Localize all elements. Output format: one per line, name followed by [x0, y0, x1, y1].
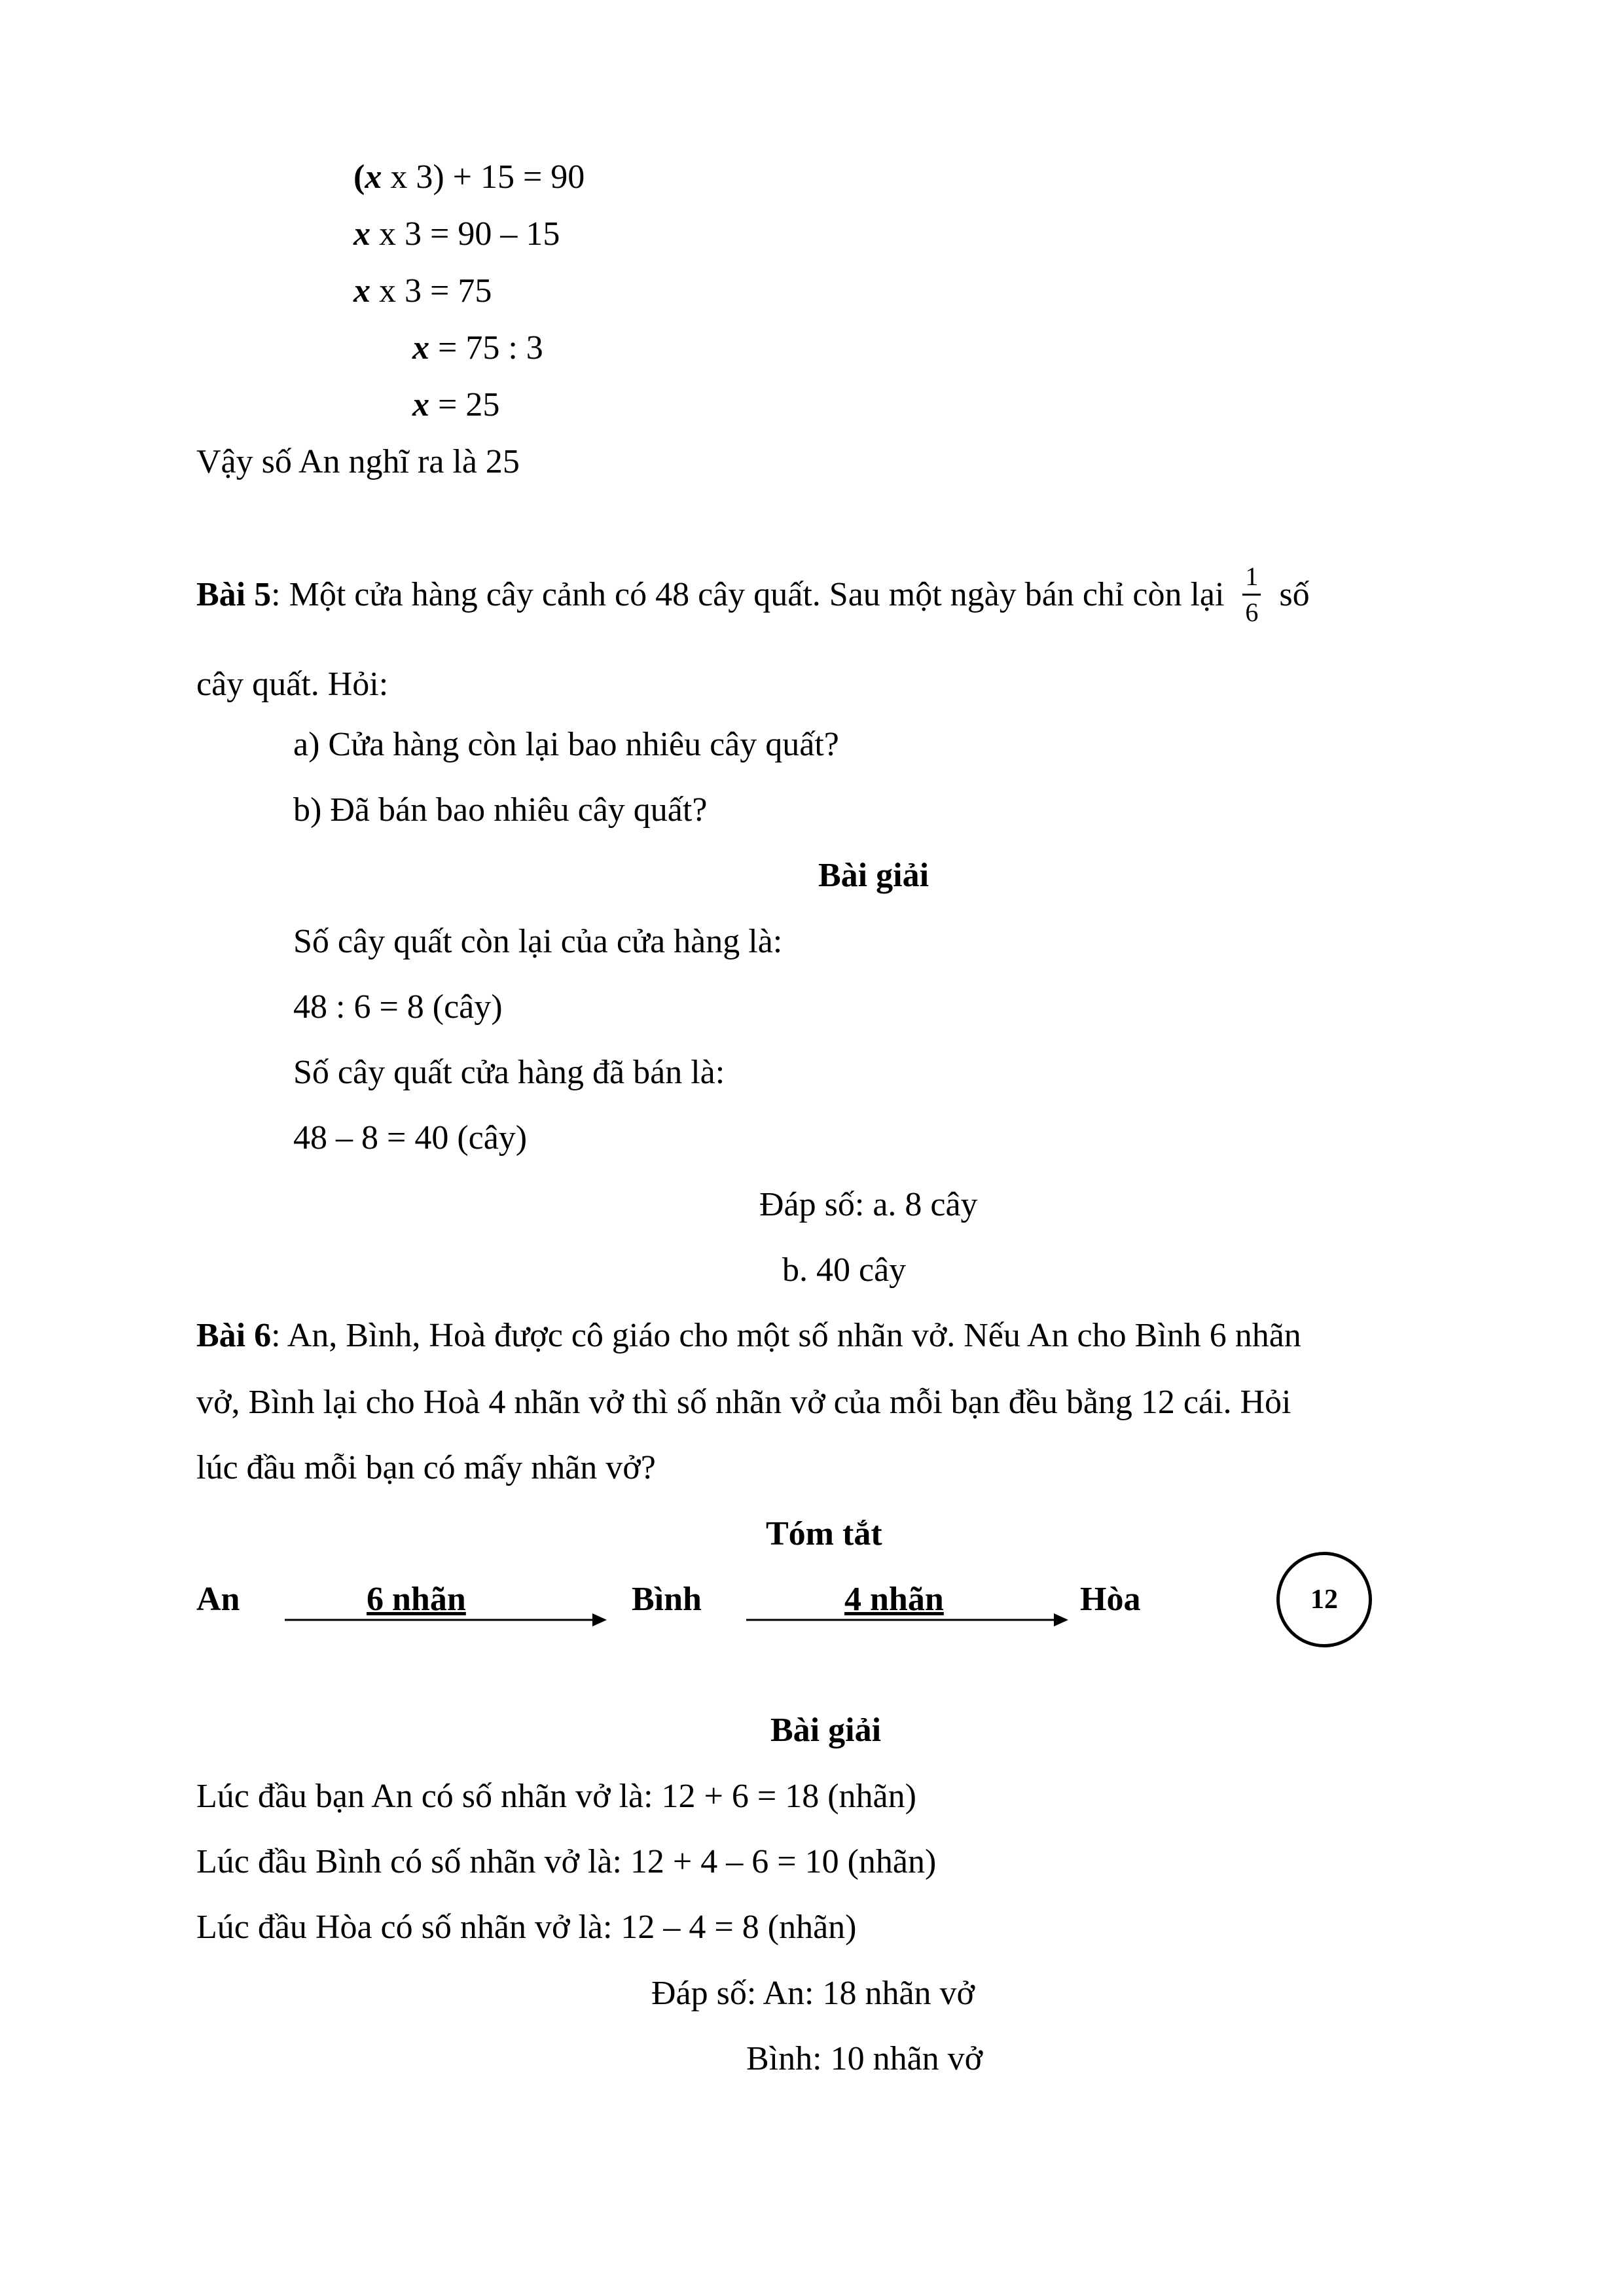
- diagram-arrow-1-label: 6 nhãn: [367, 1581, 466, 1618]
- bai6-line-1: [196, 1319, 1301, 1353]
- bai6-label: Bài 6: [196, 1317, 272, 1354]
- paren: (: [353, 158, 365, 196]
- variable-x: x: [412, 386, 429, 423]
- fraction-numerator: 1: [1242, 560, 1261, 596]
- equation-line-2: [353, 217, 560, 251]
- bai6-text: : An, Bình, Hoà được cô giáo cho một số nhãn vở. Nếu An cho Bình 6 nhãn: [271, 1317, 1301, 1354]
- bai6-solution-2: Lúc đầu Bình có số nhãn vở là: 12 + 4 – 6 = 10 (nhãn): [196, 1843, 937, 1880]
- bai5-statement: [196, 560, 1466, 630]
- bai6-solution-1: Lúc đầu bạn An có số nhãn vở là: 12 + 6 = 18 (nhãn): [196, 1778, 916, 1815]
- bai5-question-b: b) Đã bán bao nhiêu cây quất?: [293, 791, 708, 829]
- equation-line-4: [412, 331, 543, 365]
- equation-conclusion: Vậy số An nghĩ ra là 25: [196, 443, 520, 480]
- diagram-person-an: An: [196, 1581, 240, 1618]
- equation-line-1: [353, 160, 585, 194]
- bai5-text: : Một cửa hàng cây cảnh có 48 cây quất. Sau một ngày bán chỉ còn lại: [271, 575, 1225, 613]
- bai6-line-3: lúc đầu mỗi bạn có mấy nhãn vở?: [196, 1449, 656, 1486]
- arrow-right-icon: [285, 1610, 609, 1630]
- equation-text: x 3 = 90 – 15: [370, 215, 560, 253]
- bai6-answer-2: Bình: 10 nhãn vở: [746, 2040, 983, 2077]
- bai5-solution-heading: Bài giải: [818, 857, 929, 894]
- diagram-person-binh: Bình: [632, 1581, 702, 1618]
- variable-x: x: [353, 215, 370, 253]
- bai6-solution-heading: Bài giải: [770, 1712, 882, 1749]
- diagram-circle-value: 12: [1276, 1552, 1372, 1647]
- bai5-answer-2: b. 40 cây: [782, 1251, 907, 1289]
- variable-x: x: [412, 329, 429, 367]
- equation-line-5: [412, 388, 499, 422]
- bai6-solution-3: Lúc đầu Hòa có số nhãn vở là: 12 – 4 = 8 (nhãn): [196, 1909, 857, 1946]
- bai5-question-a: a) Cửa hàng còn lại bao nhiêu cây quất?: [293, 726, 839, 763]
- diagram-person-hoa: Hòa: [1080, 1581, 1141, 1618]
- bai6-line-2: vở, Bình lại cho Hoà 4 nhãn vở thì số nhãn vở của mỗi bạn đều bằng 12 cái. Hỏi: [196, 1384, 1291, 1421]
- equation-text: x 3) + 15 = 90: [382, 158, 585, 196]
- bai5-step-2: Số cây quất cửa hàng đã bán là:: [293, 1054, 725, 1091]
- equation-text: x 3 = 75: [370, 272, 492, 310]
- fraction-denominator: 6: [1245, 598, 1259, 627]
- bai6-answer-1: Đáp số: An: 18 nhãn vở: [651, 1975, 975, 2012]
- diagram-arrow-2-label: 4 nhãn: [844, 1581, 944, 1618]
- equation-text: = 25: [429, 386, 500, 423]
- bai5-continuation: cây quất. Hỏi:: [196, 666, 389, 703]
- arrow-right-icon: [746, 1610, 1070, 1630]
- equation-text: = 75 : 3: [429, 329, 543, 367]
- bai5-answer-1: Đáp số: a. 8 cây: [759, 1186, 978, 1223]
- bai5-fraction: [1242, 560, 1261, 630]
- bai5-step-1: Số cây quất còn lại của cửa hàng là:: [293, 923, 783, 960]
- bai5-label: Bài 5: [196, 575, 272, 613]
- bai5-text-after: số: [1279, 575, 1310, 613]
- variable-x: x: [353, 272, 370, 310]
- bai5-calc-1: 48 : 6 = 8 (cây): [293, 988, 503, 1026]
- bai6-summary-heading: Tóm tắt: [766, 1515, 882, 1552]
- equation-line-3: [353, 274, 492, 308]
- bai5-calc-2: 48 – 8 = 40 (cây): [293, 1119, 528, 1157]
- variable-x: x: [365, 158, 382, 196]
